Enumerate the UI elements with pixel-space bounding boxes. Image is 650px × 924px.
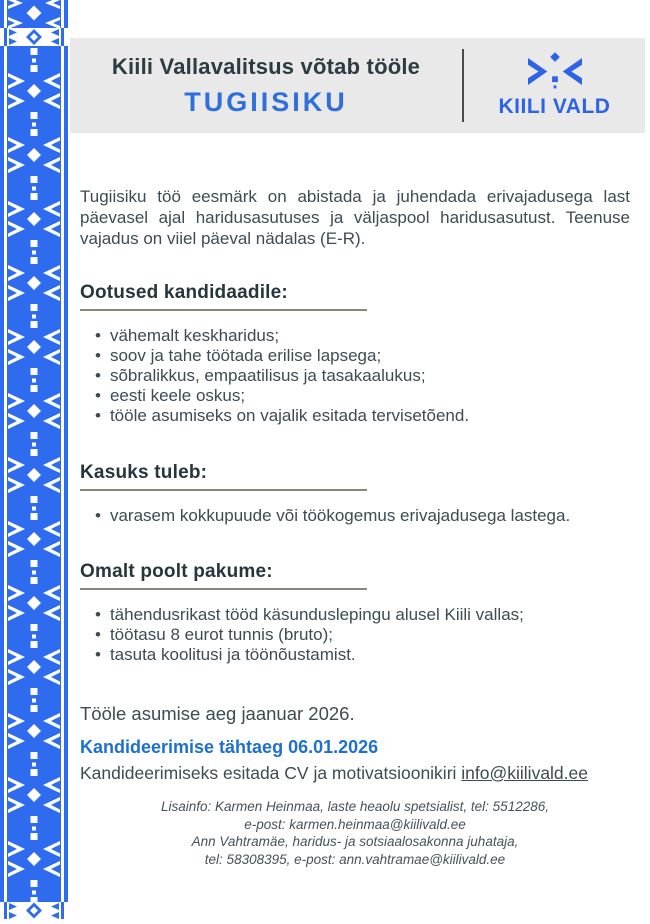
- contact-line: e-post: karmen.heinmaa@kiilivald.ee: [244, 816, 466, 832]
- contact-info: [80, 798, 630, 868]
- kiili-vald-logo: [464, 38, 645, 133]
- dragonfly-logo-icon: [528, 52, 582, 91]
- folk-pattern-icon: [0, 0, 68, 919]
- page-title: Kiili Vallavalitsus võtab tööle: [111, 53, 421, 79]
- apply-line: [80, 763, 630, 784]
- intro-paragraph: Tugiisiku töö eesmärk on abistada ja juhendada erivajadusega last päevasel ajal haridusasutuses ja väljaspool haridusasutust. Teenuse vajadus on viiel päeval nädalas (E-R).: [80, 187, 630, 248]
- folk-pattern-border: [0, 0, 68, 919]
- deadline-line: Kandideerimise tähtaeg 06.01.2026: [80, 737, 379, 757]
- section-heading-advantages: Kasuks tuleb:: [80, 462, 208, 483]
- advantages-list: [80, 506, 630, 526]
- header-band: [70, 38, 645, 133]
- section-heading-expectations: Ootused kandidaadile:: [80, 282, 288, 303]
- list-item: • tähendusrikast tööd käsunduslepingu alusel Kiili vallas;: [95, 605, 630, 625]
- list-item: • tööle asumiseks on vajalik esitada tervisetõend.: [95, 406, 630, 426]
- list-item: • vähemalt keskharidus;: [95, 326, 630, 346]
- section-heading-offer: Omalt poolt pakume:: [80, 561, 273, 582]
- apply-text: Kandideerimiseks esitada CV ja motivatsioonikiri: [80, 763, 462, 783]
- contact-line: Lisainfo: Karmen Heinmaa, laste heaolu spetsialist, tel: 5512286,: [161, 799, 549, 814]
- heading-rule: [80, 309, 367, 311]
- header-titles: [70, 38, 462, 133]
- list-item: • tasuta koolitusi ja töönõustamist.: [95, 645, 630, 665]
- expectations-list: [80, 326, 630, 426]
- offer-list: [80, 605, 630, 665]
- list-item: • soov ja tahe töötada erilise lapsega;: [95, 346, 630, 366]
- start-date-line: Tööle asumise aeg jaanuar 2026.: [80, 703, 355, 724]
- poster-body: [68, 186, 650, 868]
- contact-line: Ann Vahtramäe, haridus- ja sotsiaalosakonna juhataja,: [191, 834, 519, 849]
- list-item: • eesti keele oskus;: [95, 386, 630, 406]
- list-item: • töötasu 8 eurot tunnis (bruto);: [95, 625, 630, 645]
- poster-main: [68, 0, 650, 919]
- list-item: • sõbralikkus, empaatilisus ja tasakaalukus;: [95, 366, 630, 386]
- heading-rule: [80, 588, 367, 590]
- logo-text: KIILI VALD: [498, 95, 611, 118]
- email-link[interactable]: info@kiilivald.ee: [461, 763, 588, 783]
- list-item: • varasem kokkupuude või töökogemus erivajadusega lastega.: [95, 506, 630, 526]
- heading-rule: [80, 489, 367, 491]
- contact-line: tel: 58308395, e-post: ann.vahtramae@kiilivald.ee: [204, 851, 506, 867]
- job-title: TUGIISIKU: [184, 86, 348, 117]
